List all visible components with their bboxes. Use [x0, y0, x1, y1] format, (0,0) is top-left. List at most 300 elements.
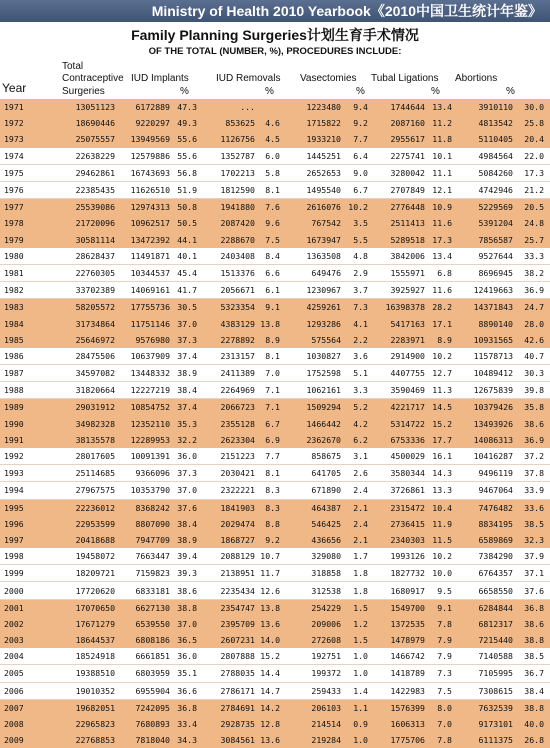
iud-removals-cell: 1126756: [203, 131, 258, 147]
iud-implants-cell: 6539550: [118, 616, 173, 632]
vasectomies-pct-cell: 1.1: [344, 699, 374, 716]
year-cell: 1986: [0, 348, 58, 365]
iud-removals-pct-cell: 7.0: [258, 365, 286, 382]
vasectomies-pct-cell: 3.7: [344, 282, 374, 299]
vasectomies-pct-cell: 2.4: [344, 482, 374, 499]
iud-removals-cell: 2278892: [203, 332, 258, 348]
iud-removals-cell: 2786171: [203, 682, 258, 699]
vasectomies-pct-cell: 3.1: [344, 448, 374, 465]
tubal-ligations-cell: 1372535: [374, 616, 428, 632]
iud-implants-pct-cell: 56.8: [173, 164, 203, 181]
iud-implants-pct-cell: 32.2: [173, 432, 203, 448]
iud-implants-pct-cell: 34.3: [173, 732, 203, 748]
vasectomies-cell: 649476: [286, 264, 344, 281]
iud-implants-pct-cell: 39.4: [173, 548, 203, 565]
tubal-ligations-pct-cell: 9.5: [428, 582, 458, 599]
iud-removals-pct-cell: 13.8: [258, 599, 286, 616]
vasectomies-cell: 546425: [286, 516, 344, 532]
table-row: [0, 482, 550, 499]
tubal-ligations-pct-cell: 14.3: [428, 465, 458, 482]
table-row: [0, 348, 550, 365]
year-cell: 1989: [0, 399, 58, 416]
tubal-ligations-cell: 1466742: [374, 648, 428, 665]
iud-implants-cell: 10344537: [118, 264, 173, 281]
tubal-ligations-pct-cell: 16.1: [428, 448, 458, 465]
iud-implants-cell: 6803959: [118, 665, 173, 682]
iud-removals-pct-cell: 6.1: [258, 282, 286, 299]
tubal-ligations-pct-cell: 10.0: [428, 565, 458, 582]
tubal-ligations-cell: 3590469: [374, 382, 428, 399]
year-cell: 1975: [0, 164, 58, 181]
iud-implants-cell: 12352110: [118, 416, 173, 432]
vasectomies-cell: 464387: [286, 499, 344, 516]
iud-implants-pct-cell: 38.9: [173, 365, 203, 382]
abortions-pct-cell: 38.6: [516, 416, 550, 432]
abortions-pct-cell: 30.3: [516, 365, 550, 382]
iud-removals-cell: 2030421: [203, 465, 258, 482]
abortions-cell: 6111375: [458, 732, 516, 748]
iud-implants-pct-cell: 45.4: [173, 264, 203, 281]
year-cell: 2009: [0, 732, 58, 748]
iud-implants-cell: 10353790: [118, 482, 173, 499]
vasectomies-pct-cell: 1.5: [344, 599, 374, 616]
surgeries-table: [0, 99, 550, 748]
iud-removals-cell: 2066723: [203, 399, 258, 416]
total-cell: 38135578: [58, 432, 118, 448]
iud-implants-cell: 12579886: [118, 148, 173, 165]
table-row: [0, 365, 550, 382]
vasectomies-pct-cell: 9.2: [344, 115, 374, 131]
vasectomies-cell: 214514: [286, 716, 344, 732]
vasectomies-cell: 1293286: [286, 315, 344, 331]
iud-implants-pct-cell: 47.3: [173, 99, 203, 115]
total-cell: 29031912: [58, 399, 118, 416]
abortions-pct-cell: 38.4: [516, 682, 550, 699]
iud-implants-cell: 11491871: [118, 248, 173, 265]
abortions-pct-cell: 28.0: [516, 315, 550, 331]
iud-implants-cell: 12289953: [118, 432, 173, 448]
iud-implants-cell: 10962517: [118, 215, 173, 231]
tubal-ligations-cell: 3925927: [374, 282, 428, 299]
tubal-ligations-cell: 2955617: [374, 131, 428, 147]
vasectomies-pct-cell: 2.1: [344, 499, 374, 516]
iud-removals-pct-cell: 7.1: [258, 399, 286, 416]
iud-implants-cell: 7947709: [118, 532, 173, 548]
tubal-ligations-pct-cell: 11.2: [428, 115, 458, 131]
tubal-ligations-pct-cell: 7.3: [428, 665, 458, 682]
vasectomies-cell: 436656: [286, 532, 344, 548]
iud-removals-cell: 2788035: [203, 665, 258, 682]
total-cell: 22385435: [58, 181, 118, 198]
iud-removals-cell: 1513376: [203, 264, 258, 281]
table-row: [0, 164, 550, 181]
vasectomies-pct-cell: 1.0: [344, 732, 374, 748]
abortions-pct-cell: 22.0: [516, 148, 550, 165]
abortions-cell: 10931565: [458, 332, 516, 348]
year-cell: 1974: [0, 148, 58, 165]
header-vasectomies: Vasectomies: [300, 73, 357, 84]
iud-implants-pct-cell: 38.4: [173, 382, 203, 399]
iud-implants-pct-cell: 36.6: [173, 682, 203, 699]
vasectomies-pct-cell: 2.6: [344, 465, 374, 482]
abortions-cell: 10416287: [458, 448, 516, 465]
vasectomies-pct-cell: 0.9: [344, 716, 374, 732]
iud-removals-cell: 2264969: [203, 382, 258, 399]
iud-implants-pct-cell: 40.1: [173, 248, 203, 265]
year-cell: 1985: [0, 332, 58, 348]
tubal-ligations-cell: 1576399: [374, 699, 428, 716]
total-cell: 31734864: [58, 315, 118, 331]
vasectomies-pct-cell: 5.1: [344, 365, 374, 382]
abortions-pct-cell: 38.6: [516, 616, 550, 632]
abortions-cell: 7476482: [458, 499, 516, 516]
iud-implants-pct-cell: 44.1: [173, 232, 203, 248]
table-row: [0, 548, 550, 565]
abortions-cell: 9173101: [458, 716, 516, 732]
table-row: [0, 399, 550, 416]
iud-implants-pct-cell: 35.1: [173, 665, 203, 682]
total-cell: 28017605: [58, 448, 118, 465]
tubal-ligations-pct-cell: 13.4: [428, 99, 458, 115]
year-cell: 1992: [0, 448, 58, 465]
tubal-ligations-pct-cell: 12.1: [428, 181, 458, 198]
table-row: [0, 648, 550, 665]
vasectomies-cell: 1509294: [286, 399, 344, 416]
total-cell: 18524918: [58, 648, 118, 665]
vasectomies-pct-cell: 1.7: [344, 548, 374, 565]
total-cell: 34597082: [58, 365, 118, 382]
abortions-cell: 5229569: [458, 199, 516, 216]
table-row: [0, 248, 550, 265]
abortions-pct-cell: 26.8: [516, 732, 550, 748]
table-row: [0, 416, 550, 432]
year-cell: 1995: [0, 499, 58, 516]
tubal-ligations-pct-cell: 7.9: [428, 632, 458, 648]
year-cell: 2005: [0, 665, 58, 682]
iud-removals-cell: 1702213: [203, 164, 258, 181]
year-cell: 1978: [0, 215, 58, 231]
tubal-ligations-pct-cell: 11.9: [428, 516, 458, 532]
iud-removals-pct-cell: 9.6: [258, 215, 286, 231]
tubal-ligations-cell: 5289518: [374, 232, 428, 248]
table-row: [0, 148, 550, 165]
total-cell: 19682051: [58, 699, 118, 716]
iud-implants-cell: 6661851: [118, 648, 173, 665]
abortions-cell: 6764357: [458, 565, 516, 582]
iud-implants-cell: 9576980: [118, 332, 173, 348]
year-cell: 1998: [0, 548, 58, 565]
abortions-cell: 9496119: [458, 465, 516, 482]
iud-implants-cell: 6833181: [118, 582, 173, 599]
iud-removals-pct-cell: 14.7: [258, 682, 286, 699]
iud-removals-pct-cell: 14.2: [258, 699, 286, 716]
year-cell: 1994: [0, 482, 58, 499]
iud-removals-pct-cell: 15.2: [258, 648, 286, 665]
iud-removals-cell: 1352787: [203, 148, 258, 165]
iud-implants-pct-cell: 38.4: [173, 516, 203, 532]
table-row: [0, 131, 550, 147]
total-cell: 18644537: [58, 632, 118, 648]
iud-removals-pct-cell: [258, 99, 286, 115]
vasectomies-cell: 1715822: [286, 115, 344, 131]
abortions-pct-cell: 40.0: [516, 716, 550, 732]
iud-implants-cell: 13949569: [118, 131, 173, 147]
vasectomies-cell: 1445251: [286, 148, 344, 165]
iud-removals-pct-cell: 13.6: [258, 616, 286, 632]
tubal-ligations-cell: 2340303: [374, 532, 428, 548]
tubal-ligations-pct-cell: 13.4: [428, 248, 458, 265]
abortions-cell: 6658550: [458, 582, 516, 599]
table-row: [0, 582, 550, 599]
year-cell: 1981: [0, 264, 58, 281]
abortions-cell: 5391204: [458, 215, 516, 231]
vasectomies-pct-cell: 5.2: [344, 399, 374, 416]
iud-removals-pct-cell: 5.8: [258, 164, 286, 181]
tubal-ligations-pct-cell: 7.8: [428, 732, 458, 748]
vasectomies-cell: 1062161: [286, 382, 344, 399]
tubal-ligations-cell: 2914900: [374, 348, 428, 365]
iud-implants-pct-cell: 30.5: [173, 299, 203, 316]
vasectomies-pct-cell: 1.0: [344, 648, 374, 665]
year-cell: 2000: [0, 582, 58, 599]
abortions-pct-cell: 37.8: [516, 465, 550, 482]
header-abortions: Abortions: [455, 73, 498, 84]
total-cell: 25539086: [58, 199, 118, 216]
iud-removals-pct-cell: 8.1: [258, 181, 286, 198]
abortions-cell: 7215440: [458, 632, 516, 648]
iud-removals-cell: 2235434: [203, 582, 258, 599]
table-row: [0, 682, 550, 699]
tubal-ligations-pct-cell: 11.1: [428, 164, 458, 181]
vasectomies-cell: 272608: [286, 632, 344, 648]
year-cell: 2006: [0, 682, 58, 699]
year-cell: 1987: [0, 365, 58, 382]
iud-removals-pct-cell: 7.5: [258, 232, 286, 248]
iud-implants-cell: 12974313: [118, 199, 173, 216]
abortions-cell: 9467064: [458, 482, 516, 499]
iud-removals-cell: 2807888: [203, 648, 258, 665]
iud-implants-cell: 7818040: [118, 732, 173, 748]
iud-removals-pct-cell: 6.0: [258, 148, 286, 165]
abortions-cell: 5110405: [458, 131, 516, 147]
iud-removals-cell: 853625: [203, 115, 258, 131]
total-cell: 20418688: [58, 532, 118, 548]
vasectomies-cell: 641705: [286, 465, 344, 482]
iud-implants-pct-cell: 37.3: [173, 465, 203, 482]
abortions-cell: 10489412: [458, 365, 516, 382]
iud-implants-cell: 10854752: [118, 399, 173, 416]
vasectomies-pct-cell: 3.3: [344, 382, 374, 399]
iud-implants-pct-cell: 38.9: [173, 532, 203, 548]
abortions-cell: 3910110: [458, 99, 516, 115]
tubal-ligations-pct-cell: 7.5: [428, 682, 458, 699]
abortions-pct-cell: 38.8: [516, 699, 550, 716]
total-cell: 34982328: [58, 416, 118, 432]
table-row: [0, 732, 550, 748]
vasectomies-cell: 318858: [286, 565, 344, 582]
tubal-ligations-pct-cell: 6.8: [428, 264, 458, 281]
tubal-ligations-pct-cell: 17.1: [428, 315, 458, 331]
abortions-cell: 10379426: [458, 399, 516, 416]
abortions-cell: 7632539: [458, 699, 516, 716]
tubal-ligations-cell: 5314722: [374, 416, 428, 432]
tubal-ligations-cell: 1827732: [374, 565, 428, 582]
iud-implants-cell: 8807090: [118, 516, 173, 532]
abortions-pct-cell: 38.5: [516, 516, 550, 532]
vasectomies-cell: 1230967: [286, 282, 344, 299]
iud-removals-cell: 2784691: [203, 699, 258, 716]
tubal-ligations-cell: 1775706: [374, 732, 428, 748]
iud-removals-pct-cell: 6.6: [258, 264, 286, 281]
abortions-pct-cell: 20.4: [516, 131, 550, 147]
abortions-cell: 8890140: [458, 315, 516, 331]
iud-removals-cell: 2928735: [203, 716, 258, 732]
abortions-cell: 8696945: [458, 264, 516, 281]
yearbook-banner: Ministry of Health 2010 Yearbook《2010中国卫生统计年鉴》: [0, 0, 550, 22]
abortions-cell: 13493926: [458, 416, 516, 432]
abortions-pct-cell: 30.0: [516, 99, 550, 115]
table-row: [0, 232, 550, 248]
iud-implants-cell: 16743693: [118, 164, 173, 181]
vasectomies-cell: 1673947: [286, 232, 344, 248]
iud-implants-cell: 9366096: [118, 465, 173, 482]
vasectomies-pct-cell: 1.2: [344, 616, 374, 632]
vasectomies-cell: 4259261: [286, 299, 344, 316]
tubal-ligations-pct-cell: 7.8: [428, 616, 458, 632]
total-cell: 17070650: [58, 599, 118, 616]
abortions-cell: 7308615: [458, 682, 516, 699]
iud-implants-cell: 14069161: [118, 282, 173, 299]
tubal-ligations-pct-cell: 8.9: [428, 332, 458, 348]
iud-implants-pct-cell: 38.6: [173, 582, 203, 599]
table-row: [0, 632, 550, 648]
year-cell: 1973: [0, 131, 58, 147]
total-cell: 22638229: [58, 148, 118, 165]
iud-implants-cell: 9220297: [118, 115, 173, 131]
tubal-ligations-pct-cell: 11.5: [428, 532, 458, 548]
abortions-cell: 6589869: [458, 532, 516, 548]
vasectomies-pct-cell: 9.4: [344, 99, 374, 115]
vasectomies-pct-cell: 2.4: [344, 516, 374, 532]
tubal-ligations-cell: 1744644: [374, 99, 428, 115]
table-row: [0, 282, 550, 299]
year-cell: 1972: [0, 115, 58, 131]
tubal-ligations-pct-cell: 14.5: [428, 399, 458, 416]
iud-removals-pct-cell: 8.3: [258, 482, 286, 499]
iud-removals-pct-cell: 12.6: [258, 582, 286, 599]
vasectomies-cell: 206103: [286, 699, 344, 716]
vasectomies-cell: 1466442: [286, 416, 344, 432]
header-total-line3: Surgeries: [62, 86, 105, 97]
iud-removals-pct-cell: 7.1: [258, 382, 286, 399]
abortions-cell: 4813542: [458, 115, 516, 131]
total-cell: 33702389: [58, 282, 118, 299]
table-header: [0, 59, 550, 99]
iud-removals-cell: 4383129: [203, 315, 258, 331]
vasectomies-cell: 199372: [286, 665, 344, 682]
abortions-cell: 7105995: [458, 665, 516, 682]
iud-removals-cell: 2151223: [203, 448, 258, 465]
total-cell: 19458072: [58, 548, 118, 565]
iud-removals-cell: 2623304: [203, 432, 258, 448]
abortions-pct-cell: 25.7: [516, 232, 550, 248]
tubal-ligations-cell: 6753336: [374, 432, 428, 448]
vasectomies-pct-cell: 4.8: [344, 248, 374, 265]
iud-removals-cell: 2288670: [203, 232, 258, 248]
abortions-pct-cell: 38.8: [516, 632, 550, 648]
total-cell: 21720096: [58, 215, 118, 231]
abortions-pct-cell: 42.6: [516, 332, 550, 348]
year-cell: 1977: [0, 199, 58, 216]
iud-implants-cell: 13448332: [118, 365, 173, 382]
year-cell: 1997: [0, 532, 58, 548]
iud-removals-cell: 2403408: [203, 248, 258, 265]
tubal-ligations-pct-cell: 28.2: [428, 299, 458, 316]
abortions-pct-cell: 37.6: [516, 582, 550, 599]
tubal-ligations-cell: 2283971: [374, 332, 428, 348]
iud-implants-cell: 13472392: [118, 232, 173, 248]
iud-removals-cell: 1812590: [203, 181, 258, 198]
iud-implants-pct-cell: 37.6: [173, 499, 203, 516]
iud-removals-cell: 1868727: [203, 532, 258, 548]
iud-implants-cell: 7663447: [118, 548, 173, 565]
iud-implants-cell: 6627130: [118, 599, 173, 616]
tubal-ligations-pct-cell: 11.3: [428, 382, 458, 399]
table-row: [0, 432, 550, 448]
abortions-pct-cell: 21.2: [516, 181, 550, 198]
vasectomies-pct-cell: 6.2: [344, 432, 374, 448]
abortions-cell: 5084260: [458, 164, 516, 181]
vasectomies-pct-cell: 3.5: [344, 215, 374, 231]
table-row: [0, 716, 550, 732]
iud-implants-pct-cell: 36.0: [173, 648, 203, 665]
vasectomies-pct-cell: 7.3: [344, 299, 374, 316]
vasectomies-cell: 1752598: [286, 365, 344, 382]
tubal-ligations-pct-cell: 17.3: [428, 232, 458, 248]
abortions-cell: 11578713: [458, 348, 516, 365]
iud-implants-cell: 11626510: [118, 181, 173, 198]
iud-implants-cell: 12227219: [118, 382, 173, 399]
tubal-ligations-pct-cell: 8.0: [428, 699, 458, 716]
tubal-ligations-cell: 3280042: [374, 164, 428, 181]
tubal-ligations-pct-cell: 10.1: [428, 148, 458, 165]
iud-removals-pct-cell: 8.8: [258, 516, 286, 532]
iud-removals-pct-cell: 7.6: [258, 199, 286, 216]
vasectomies-pct-cell: 2.1: [344, 532, 374, 548]
table-row: [0, 199, 550, 216]
tubal-ligations-cell: 1606313: [374, 716, 428, 732]
abortions-cell: 7384290: [458, 548, 516, 565]
iud-implants-pct-cell: 37.0: [173, 482, 203, 499]
iud-implants-pct-cell: 36.8: [173, 699, 203, 716]
header-total-line1: Total: [62, 61, 84, 72]
tubal-ligations-cell: 16398378: [374, 299, 428, 316]
iud-removals-pct-cell: 4.6: [258, 115, 286, 131]
header-iud-implants-pct: %: [180, 86, 189, 97]
abortions-pct-cell: 39.8: [516, 382, 550, 399]
table-row: [0, 299, 550, 316]
iud-removals-pct-cell: 11.7: [258, 565, 286, 582]
table-row: [0, 264, 550, 281]
abortions-pct-cell: 24.8: [516, 215, 550, 231]
abortions-pct-cell: 38.2: [516, 264, 550, 281]
year-cell: 1971: [0, 99, 58, 115]
header-abortions-pct: %: [506, 86, 515, 97]
tubal-ligations-pct-cell: 15.2: [428, 416, 458, 432]
iud-implants-cell: 7159823: [118, 565, 173, 582]
total-cell: 17671279: [58, 616, 118, 632]
header-iud-removals: IUD Removals: [216, 73, 281, 84]
